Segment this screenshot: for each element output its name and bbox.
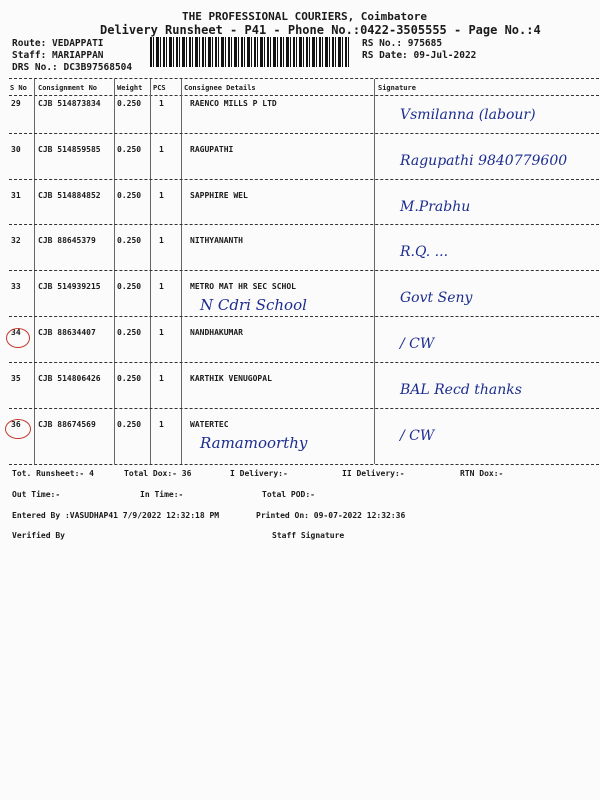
row-consignee: WATERTEC <box>190 419 229 429</box>
entered-by: Entered By :VASUDHAP41 7/9/2022 12:32:18 PM <box>12 511 220 520</box>
row-consignment: CJB 88674569 <box>38 419 96 429</box>
row-signature: Vsmilanna (labour) <box>400 107 536 123</box>
header-rule <box>9 95 599 96</box>
col-consignment: Consignment No <box>38 84 98 92</box>
row-consignee: NITHYANANTH <box>190 236 243 246</box>
row-divider <box>9 362 599 363</box>
row-handwritten-note: N Cdri School <box>200 296 307 315</box>
row-signature: R.Q. ... <box>400 244 449 261</box>
return-dox: RTN Dox:- <box>460 469 504 478</box>
row-consignment: CJB 88634407 <box>38 328 96 337</box>
row-divider <box>9 316 599 317</box>
row-consignee: RAGUPATHI <box>190 144 234 154</box>
divider <box>374 79 375 464</box>
row-divider <box>9 270 599 271</box>
drs-number: DRS No.: DC3B97568504 <box>12 62 133 73</box>
row-divider <box>9 408 599 409</box>
divider <box>181 79 182 464</box>
row-signature: / CW <box>400 427 435 444</box>
row-consignee: SAPPHIRE WEL <box>190 190 248 200</box>
col-consignee: Consignee Details <box>184 84 256 92</box>
row-sno: 31 <box>11 190 21 200</box>
row-consignee: KARTHIK VENUGOPAL <box>190 373 272 383</box>
rs-date: RS Date: 09-Jul-2022 <box>362 50 477 61</box>
row-divider <box>9 224 599 225</box>
row-consignment: CJB 514806426 <box>38 373 101 383</box>
route-label: Route: VEDAPPATI <box>12 38 104 49</box>
row-signature: BAL Recd thanks <box>400 381 522 398</box>
row-sno: 29 <box>11 99 21 108</box>
company-title: THE PROFESSIONAL COURIERS, Coimbatore <box>182 10 428 23</box>
row-pcs: 1 <box>159 99 164 108</box>
col-sno: S No <box>10 84 27 92</box>
row-weight: 0.250 <box>117 236 142 246</box>
circle-mark <box>5 419 31 439</box>
row-weight: 0.250 <box>117 99 142 108</box>
row-consignment: CJB 514884852 <box>38 190 101 200</box>
rs-number: RS No.: 975685 <box>362 38 443 49</box>
row-sno: 30 <box>11 144 21 154</box>
row-sno: 33 <box>11 282 21 292</box>
row-pcs: 1 <box>159 144 164 154</box>
runsheet-title: Delivery Runsheet - P41 - Phone No.:0422-3505555 - Page No.:4 <box>100 23 541 37</box>
row-consignment: CJB 514859585 <box>38 144 101 154</box>
row-consignment: CJB 514939215 <box>38 282 101 292</box>
row-weight: 0.250 <box>117 282 142 292</box>
row-pcs: 1 <box>159 328 164 337</box>
divider <box>150 79 151 464</box>
row-handwritten-note: Ramamoorthy <box>200 433 308 452</box>
in-time: In Time:- <box>140 490 184 499</box>
row-consignment: CJB 514873834 <box>38 99 101 108</box>
row-weight: 0.250 <box>117 419 142 429</box>
row-pcs: 1 <box>159 373 164 383</box>
total-dox: Total Dox:- 36 <box>124 469 192 478</box>
staff-signature: Staff Signature <box>272 531 345 540</box>
col-weight: Weight <box>117 84 143 92</box>
row-sno: 35 <box>11 373 21 383</box>
row-sno: 36 <box>11 419 21 429</box>
out-time: Out Time:- <box>12 490 61 499</box>
row-signature: Ragupathi 9840779600 <box>400 152 568 169</box>
row-pcs: 1 <box>159 190 164 200</box>
row-consignee: RAENCO MILLS P LTD <box>190 99 277 108</box>
row-weight: 0.250 <box>117 190 142 200</box>
total-runsheet: Tot. Runsheet:- 4 <box>12 469 94 478</box>
col-signature: Signature <box>378 84 416 92</box>
row-sno: 32 <box>11 236 21 246</box>
row-weight: 0.250 <box>117 373 142 383</box>
col-pcs: PCS <box>153 84 166 92</box>
row-signature: M.Prabhu <box>400 198 471 215</box>
row-divider <box>9 179 599 180</box>
table-bottom-rule <box>9 464 599 465</box>
row-weight: 0.250 <box>117 328 142 337</box>
verified-by: Verified By <box>12 531 65 540</box>
divider <box>34 79 35 464</box>
printed-on: Printed On: 09-07-2022 12:32:36 <box>256 511 406 520</box>
row-pcs: 1 <box>159 236 164 246</box>
table-top-rule <box>9 78 599 79</box>
row-signature: Govt Seny <box>400 290 473 307</box>
first-delivery: I Delivery:- <box>230 469 288 478</box>
row-pcs: 1 <box>159 419 164 429</box>
circle-mark <box>6 328 30 348</box>
divider <box>114 79 115 464</box>
staff-label: Staff: MARIAPPAN <box>12 50 104 61</box>
row-pcs: 1 <box>159 282 164 292</box>
row-weight: 0.250 <box>117 144 142 154</box>
row-consignee: METRO MAT HR SEC SCHOL <box>190 282 296 292</box>
row-sno: 34 <box>11 328 21 337</box>
second-delivery: II Delivery:- <box>342 469 405 478</box>
total-pod: Total POD:- <box>262 490 315 499</box>
row-consignment: CJB 88645379 <box>38 236 96 246</box>
row-consignee: NANDHAKUMAR <box>190 328 243 337</box>
barcode <box>150 37 350 67</box>
row-signature: / CW <box>400 336 435 352</box>
row-divider <box>9 133 599 134</box>
